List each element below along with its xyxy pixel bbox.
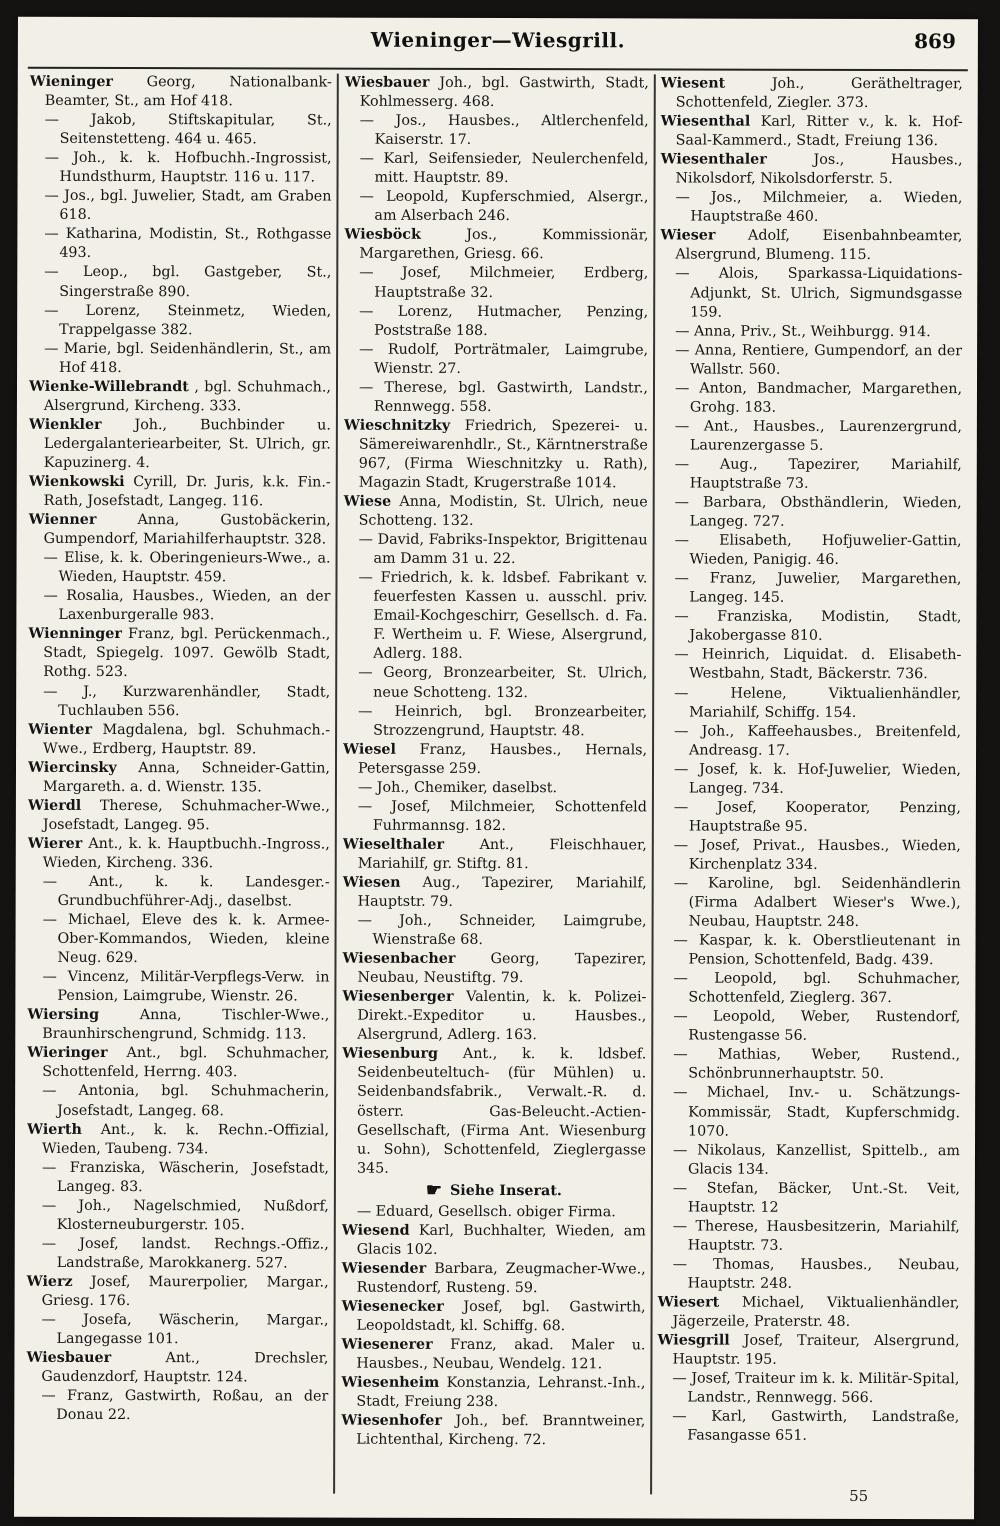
directory-page — [14, 17, 978, 1520]
entry-details: Karl, Ritter v., k. k. Hof-Saal-Kammerd., Stadt, Freiung 136. — [675, 113, 963, 150]
pointing-hand-icon: ☛ — [425, 1179, 443, 1201]
entry-details: — Georg, Bronzearbeiter, St. Ulrich, neue Schotteng. 132. — [358, 665, 648, 701]
entry-details: — Karoline, bgl. Seidenhändlerin (Firma Adalbert Wieser's Wwe.), Neubau, Hauptstr. 248. — [673, 875, 961, 931]
directory-entry — [659, 646, 961, 685]
entry-surname: Wiesend — [341, 1222, 410, 1239]
directory-entry — [658, 1084, 960, 1142]
entry-surname: Wiesent — [660, 75, 726, 92]
entry-details: Josef, Maurerpolier, Margar., Griesg. 176. — [41, 1273, 329, 1310]
entry-details: Jos., Hausbes., Nikolsdorf, Nikolsdorferstr. 5. — [675, 152, 963, 188]
entry-surname: Wiesenburg — [342, 1045, 439, 1063]
directory-entry — [344, 340, 648, 379]
entry-details: — Heinrich, Liquidat. d. Elisabeth-Westbahn, Stadt, Bäckerstr. 736. — [674, 646, 962, 683]
directory-entry — [660, 265, 962, 323]
directory-entry — [659, 836, 961, 875]
entry-surname: Wiese — [343, 493, 392, 510]
entry-surname: Wiesgrill — [657, 1332, 730, 1349]
entry-details: Joh., Buchbinder u. Ledergalanteriearbeiter, St. Ulrich, gr. Kapuzinerg. 4. — [43, 416, 331, 472]
entry-details: — Ant., Hausbes., Laurenzergrund, Laurenzergasse 5. — [674, 418, 962, 454]
entry-details: — Rudolf, Porträtmaler, Laimgrube, Wienstr. 27. — [359, 341, 649, 377]
entry-details: — Helene, Viktualienhändler, Mariahilf, Schiffg. 154. — [674, 684, 962, 721]
entry-surname: Wienter — [28, 721, 93, 738]
directory-entry — [26, 1349, 328, 1388]
entry-details: — Leopold, bgl. Schuhmacher, Schottenfeld, Zieglerg. 367. — [673, 970, 961, 1007]
directory-entry — [29, 511, 331, 550]
entry-details: — Leop., bgl. Gastgeber, St., Singerstraße 890. — [44, 264, 332, 300]
directory-entry — [28, 682, 330, 721]
directory-entry — [658, 1141, 960, 1180]
entry-details: — Josef, k. k. Hof-Juwelier, Wieden, Langeg. 734. — [673, 761, 962, 797]
entry-surname: Wiesenheim — [341, 1374, 440, 1392]
entry-details: — Vincenz, Militär-Verpflegs-Verw. in Pension, Laimgrube, Wienstr. 26. — [42, 969, 330, 1005]
column-rule — [650, 74, 655, 1494]
directory-entry — [344, 493, 648, 532]
directory-entry — [27, 1158, 329, 1197]
directory-entry — [30, 73, 332, 112]
directory-entry — [658, 932, 960, 971]
directory-entry — [28, 835, 330, 874]
directory-entry — [660, 379, 962, 418]
entry-details: — Michael, Inv.- u. Schätzungs-Kommissär, Stadt, Kupferschmidg. 1070. — [673, 1084, 961, 1140]
entry-surname: Wienke-Willebrandt — [28, 378, 189, 395]
entry-details: — Michael, Eleve des k. k. Armee-Ober-Kommandos, Wieden, kleine Neug. 629. — [42, 911, 330, 967]
entry-surname: Wiesbauer — [26, 1349, 112, 1367]
directory-entry — [27, 1044, 329, 1083]
entry-details: — Kaspar, k. k. Oberstlieutenant in Pension, Schottenfeld, Badg. 439. — [673, 932, 961, 969]
entry-surname: Wierz — [26, 1273, 73, 1290]
entry-surname: Wiesenthaler — [660, 151, 767, 168]
entry-surname: Wiesenerer — [341, 1336, 433, 1353]
directory-entry — [27, 1273, 329, 1312]
directory-entry — [342, 1202, 646, 1222]
entry-details: Aug., Tapezirer, Mariahilf, Hauptstr. 79. — [357, 874, 647, 910]
entry-details: — Therese, bgl. Gastwirth, Landstr., Rennwegg. 558. — [358, 379, 649, 415]
entry-details: — Thomas, Hausbes., Neubau, Hauptstr. 248. — [672, 1256, 960, 1292]
entry-details: Adolf, Eisenbahnbeamter, Alsergrund, Blumeng. 115. — [675, 228, 963, 264]
directory-entry — [29, 301, 331, 340]
entry-surname: Wiesen — [342, 874, 401, 891]
entry-details: Josef, Traiteur, Alsergrund, Hauptstr. 195. — [672, 1332, 960, 1368]
directory-entry — [659, 684, 961, 723]
entry-details: Georg, Nationalbank-Beamter, St., am Hof 418. — [44, 74, 332, 110]
entry-details: — Joh., Kaffeehausbes., Breitenfeld, Andreasg. 17. — [674, 723, 962, 759]
page-number: 869 — [914, 29, 956, 54]
directory-entry — [342, 1221, 646, 1260]
entry-details: Konstanzia, Lehranst.-Inh., Stadt, Freiung 238. — [356, 1375, 646, 1411]
entry-details: Therese, Schuhmacher-Wwe., Josefstadt, Langeg. 95. — [42, 797, 330, 834]
directory-entry — [344, 188, 648, 227]
entry-details: — Karl, Seifensieder, Neulerchenfeld, mitt. Hauptstr. 89. — [359, 150, 649, 187]
signature-mark: 55 — [849, 1486, 869, 1505]
entry-details: — Rosalia, Hausbes., Wieden, an der Laxenburgeralle 983. — [43, 588, 331, 624]
entry-details: — Josef, Privat., Hausbes., Wieden, Kirchenplatz 334. — [673, 837, 961, 873]
entry-details: Georg, Tapezirer, Neubau, Neustiftg. 79. — [357, 951, 647, 987]
directory-entry — [343, 778, 647, 798]
directory-entry — [345, 112, 649, 151]
directory-entry — [658, 1217, 960, 1256]
directory-entry — [344, 302, 648, 341]
header-rule — [28, 67, 968, 71]
directory-entry — [658, 1255, 960, 1294]
entry-surname: Wiesender — [341, 1260, 427, 1277]
entry-surname: Wiersing — [27, 1007, 100, 1024]
entry-details: — Marie, bgl. Seidenhändlerin, St., am Hof 418. — [44, 340, 332, 376]
entry-details: — Leopold, Kupferschmied, Alsergr., am Alserbach 246. — [359, 188, 649, 225]
directory-entry — [660, 322, 962, 342]
directory-entry — [343, 664, 647, 703]
insert-notice — [342, 1180, 646, 1201]
directory-entry — [660, 417, 962, 456]
entry-details: — Franz, Juwelier, Margarethen, Langeg. 145. — [674, 570, 962, 607]
entry-details: Anna, Gustobäckerin, Gumpendorf, Mariahilferhauptstr. 328. — [43, 512, 331, 548]
directory-entry — [27, 1006, 329, 1045]
directory-entry — [658, 970, 960, 1009]
directory-entry — [660, 189, 962, 228]
entry-surname: Wienkler — [28, 416, 102, 433]
entry-surname: Wierer — [27, 835, 83, 852]
directory-entry — [28, 797, 330, 836]
notice-text: Siehe Inserat. — [449, 1182, 562, 1199]
entry-surname: Wieselthaler — [342, 836, 445, 853]
entry-details: Josef, bgl. Gastwirth, Leopoldstadt, kl. Schiffg. 68. — [356, 1298, 646, 1335]
entry-details: Michael, Viktualienhändler, Jägerzeile, Praterstr. 48. — [672, 1294, 960, 1330]
directory-entry — [345, 74, 649, 113]
entry-surname: Wieschnitzky — [343, 417, 451, 434]
directory-entry — [342, 988, 646, 1046]
entry-details: — Mathias, Weber, Rustend., Schönbrunnerhauptstr. 50. — [673, 1046, 961, 1083]
entry-details: — J., Kurzwarenhändler, Stadt, Tuchlauben 556. — [43, 683, 331, 719]
entry-details: — Therese, Hausbesitzerin, Mariahilf, Hauptstr. 73. — [672, 1218, 960, 1254]
directory-entry — [657, 1370, 959, 1409]
directory-entry — [659, 760, 961, 799]
entry-details: Valentin, k. k. Polizei-Direkt.-Expeditor u. Hausbes., Alsergrund, Adlerg. 163. — [357, 989, 647, 1044]
directory-entry — [657, 1408, 959, 1447]
entry-details: — Karl, Gastwirth, Landstraße, Fasangasse 651. — [672, 1408, 960, 1445]
entry-details: , bgl. Schuhmach., Alsergrund, Kircheng. 333. — [43, 378, 332, 415]
directory-entry — [659, 874, 961, 932]
entry-surname: Wieninger — [29, 73, 114, 90]
entry-surname: Wiesenthal — [660, 113, 751, 130]
entry-details: — Elise, k. k. Oberingenieurs-Wwe., a. Wieden, Hauptstr. 459. — [43, 549, 331, 586]
entry-details: — Friedrich, k. k. ldsbef. Fabrikant v. feuerfesten Kassen u. ausschl. priv. Email-Kochgeschirr, Gesellsch. d. Fa. F. Wertheim u. F. Wiese, Alsergrund, Adlerg. 188. — [358, 569, 648, 663]
directory-entry — [660, 227, 962, 266]
entry-surname: Wienner — [28, 511, 97, 529]
entry-surname: Wienninger — [28, 626, 122, 643]
entry-details: Jos., Kommissionär, Margarethen, Griesg. 66. — [359, 227, 649, 263]
entry-details: — Franziska, Modistin, Stadt, Jakobergasse 810. — [674, 608, 962, 645]
directory-entry — [344, 416, 648, 493]
entry-details: — Josef, Traiteur im k. k. Militär-Spital, Landstr., Rennwegg. 566. — [672, 1370, 960, 1407]
directory-entry — [29, 339, 331, 378]
entry-details: Barbara, Zeugmacher-Wwe., Rustendorf, Rusteng. 59. — [356, 1260, 646, 1297]
directory-entry — [26, 1311, 328, 1350]
entry-surname: Wiesenberger — [342, 988, 454, 1006]
entry-details: Joh., Gerätheltrager, Schottenfeld, Ziegler. 373. — [675, 75, 963, 112]
entry-details: — Franz, Gastwirth, Roßau, an der Donau 22. — [41, 1388, 329, 1424]
directory-entry — [344, 531, 648, 570]
entry-details: — Alois, Sparkassa-Liquidations-Adjunkt, St. Ulrich, Sigmundsgasse 159. — [675, 265, 963, 321]
entry-details: — Jos., Hausbes., Altlerchenfeld, Kaiserstr. 17. — [359, 112, 649, 149]
entry-details: — Jos., Milchmeier, a. Wieden, Hauptstraße 460. — [675, 189, 963, 226]
entry-details: Ant., k. k. ldsbef. Seidenbeuteltuch- (für Mühlen) u. Seidenbandsfabrik., Verwalt.-R. d. österr. Gas-Beleucht.-Actien-Gesellschaft, (Firma Ant. Wiesenburg u. Sohn), Schottenfeld, Zieglergasse 345. — [356, 1046, 647, 1177]
directory-entry — [658, 1046, 960, 1085]
directory-entry — [341, 1374, 645, 1413]
directory-entry — [27, 1197, 329, 1236]
directory-entry — [343, 912, 647, 951]
entry-details: — Franziska, Wäscherin, Josefstadt, Langeg. 83. — [41, 1159, 329, 1195]
entry-surname: Wierdl — [27, 797, 82, 814]
directory-entry — [29, 378, 331, 417]
entry-details: Ant., k. k. Rechn.-Offizial, Wieden, Taubeng. 734. — [41, 1121, 330, 1157]
entry-details: — Joh., Schneider, Laimgrube, Wienstraße 68. — [357, 912, 647, 949]
entry-details: — Eduard, Gesellsch. obiger Firma. — [356, 1203, 616, 1221]
directory-entry — [343, 874, 647, 913]
directory-entry — [342, 1260, 646, 1299]
entry-details: — Heinrich, bgl. Bronzearbeiter, Strozzengrund, Hauptstr. 48. — [358, 703, 648, 739]
entry-surname: Wiesbauer — [344, 74, 430, 91]
entry-surname: Wieringer — [27, 1045, 108, 1062]
entry-details: — Jos., bgl. Juwelier, Stadt, am Graben 618. — [44, 188, 332, 224]
entry-details: — Anna, Rentiere, Gumpendorf, an der Wallstr. 560. — [675, 342, 963, 378]
entry-details: — Josef, Kooperator, Penzing, Hauptstraße 95. — [673, 799, 961, 835]
column-2 — [341, 74, 649, 1505]
entry-details: — Leopold, Weber, Rustendorf, Rustengasse 56. — [673, 1008, 961, 1045]
entry-details: — Ant., k. k. Landesger.-Grundbuchführer-Adj., daselbst. — [42, 873, 330, 910]
directory-entry — [658, 1293, 960, 1332]
entry-details: Joh., bef. Branntweiner, Lichtenthal, Kircheng. 72. — [356, 1413, 646, 1449]
entry-details: — Joh., Chemiker, daselbst. — [357, 779, 558, 796]
directory-entry — [28, 758, 330, 797]
directory-entry — [343, 702, 647, 741]
entry-surname: Wiesert — [657, 1294, 720, 1311]
entry-surname: Wiesel — [343, 741, 396, 758]
directory-entry — [659, 570, 961, 609]
entry-details: — Katharina, Modistin, St., Rothgasse 493. — [44, 226, 332, 262]
directory-entry — [27, 1120, 329, 1159]
entry-details: Cyrill, Dr. Juris, k.k. Fin.-Rath, Josefstadt, Langeg. 116. — [43, 474, 331, 510]
directory-entry — [29, 473, 331, 512]
entry-details: — Nikolaus, Kanzellist, Spittelb., am Glacis 134. — [672, 1142, 961, 1178]
directory-entry — [657, 1332, 959, 1371]
directory-entry — [341, 1412, 645, 1451]
directory-entry — [29, 225, 331, 264]
entry-details: — David, Fabriks-Inspektor, Brigittenau am Damm 31 u. 22. — [358, 531, 648, 568]
directory-entry — [30, 149, 332, 188]
entry-details: Ant., Drechsler, Gaudenzdorf, Hauptstr. 124. — [41, 1350, 329, 1386]
entry-details: — Anna, Priv., St., Weihburgg. 914. — [675, 323, 931, 340]
directory-entry — [29, 187, 331, 226]
entry-surname: Wierth — [27, 1121, 82, 1138]
entry-details: Joh., bgl. Gastwirth, Stadt, Kohlmesserg. 468. — [359, 74, 649, 111]
directory-entry — [27, 1235, 329, 1274]
directory-entry — [27, 968, 329, 1007]
entry-surname: Wiesenhofer — [341, 1412, 442, 1430]
directory-entry — [30, 111, 332, 150]
entry-details: — Antonia, bgl. Schuhmacherin, Josefstadt, Langeg. 68. — [42, 1083, 330, 1119]
entry-details: Friedrich, Spezerei- u. Sämereiwarenhdlr., St., Kärntnerstraße 967, (Firma Wieschnitzky u. Rath), Magazin Stadt, Krugerstraße 1014. — [358, 417, 648, 492]
directory-entry — [660, 493, 962, 532]
entry-details: — Josef, Milchmeier, Schottenfeld Fuhrmannsg. 182. — [357, 798, 647, 834]
directory-entry — [27, 911, 329, 969]
directory-entry — [29, 416, 331, 474]
directory-entry — [342, 1298, 646, 1337]
directory-entry — [28, 625, 330, 683]
entry-details: — Joh., Nagelschmied, Nußdorf, Klosterneuburgerstr. 105. — [41, 1197, 329, 1234]
directory-entry — [29, 263, 331, 302]
entry-details: — Barbara, Obsthändlerin, Wieden, Langeg. 727. — [674, 494, 962, 530]
directory-entry — [659, 722, 961, 761]
directory-entry — [344, 264, 648, 303]
directory-entry — [660, 532, 962, 571]
directory-entry — [342, 1045, 646, 1179]
entry-surname: Wiercinsky — [27, 759, 117, 776]
directory-entry — [661, 113, 963, 152]
entry-details: Ant., bgl. Schuhmacher, Schottenfeld, Herrng. 403. — [42, 1045, 330, 1081]
directory-entry — [27, 1082, 329, 1121]
directory-entry — [344, 226, 648, 265]
running-head: Wieninger—Wiesgrill. — [370, 27, 626, 53]
directory-entry — [28, 587, 330, 626]
directory-entry — [343, 835, 647, 874]
directory-entry — [658, 1179, 960, 1218]
entry-details: Karl, Buchhalter, Wieden, am Glacis 102. — [356, 1222, 646, 1258]
entry-surname: Wiesenecker — [341, 1298, 444, 1315]
entry-details: — Josefa, Wäscherin, Margar., Langegasse 101. — [41, 1311, 329, 1348]
entry-details: Franz, bgl. Perückenmach., Stadt, Spiegelg. 1097. Gewölb Stadt, Rothg. 523. — [43, 626, 331, 681]
directory-entry — [28, 549, 330, 588]
entry-surname: Wieser — [660, 227, 716, 244]
directory-entry — [28, 873, 330, 912]
directory-entry — [658, 1008, 960, 1047]
entry-details: Anna, Modistin, St. Ulrich, neue Schotteng. 132. — [358, 493, 648, 530]
column-1 — [26, 73, 332, 1504]
entry-details: — Anton, Bandmacher, Margarethen, Grohg. 183. — [674, 380, 963, 416]
entry-details: — Elisabeth, Hofjuwelier-Gattin, Wieden, Panigig. 46. — [674, 532, 962, 569]
directory-entry — [342, 950, 646, 989]
directory-entry — [343, 740, 647, 779]
entry-surname: Wiesenbacher — [342, 950, 456, 968]
entry-details: Franz, akad. Maler u. Hausbes., Neubau, Wendelg. 121. — [356, 1336, 646, 1373]
directory-entry — [660, 455, 962, 494]
entry-details: — Lorenz, Steinmetz, Wieden, Trappelgasse 382. — [44, 302, 332, 338]
directory-entry — [343, 797, 647, 836]
entry-details: — Joh., k. k. Hofbuchh.-Ingrossist, Hundsthurm, Hauptstr. 116 u. 117. — [44, 150, 332, 186]
entry-details: Magdalena, bgl. Schuhmach.-Wwe., Erdberg, Hauptstr. 89. — [43, 721, 331, 758]
entry-details: Ant., k. k. Hauptbuchh.-Ingross., Wieden, Kircheng. 336. — [42, 835, 330, 872]
directory-entry — [344, 378, 648, 417]
entry-details: Anna, Tischler-Wwe., Braunhirschengrund, Schmidg. 113. — [42, 1007, 330, 1043]
entry-surname: Wiesböck — [344, 226, 421, 244]
directory-entry — [28, 720, 330, 759]
entry-details: — Aug., Tapezirer, Mariahilf, Hauptstraße 73. — [674, 456, 962, 492]
directory-entry — [661, 151, 963, 190]
entry-details: — Jakob, Stiftskapitular, St., Seitenstetteng. 464 u. 465. — [44, 111, 332, 148]
directory-entry — [26, 1387, 328, 1426]
column-3 — [657, 74, 963, 1505]
page-header — [18, 27, 978, 64]
entry-details: — Lorenz, Hutmacher, Penzing, Poststraße 188. — [359, 303, 649, 339]
directory-entry — [341, 1336, 645, 1375]
directory-entry — [345, 150, 649, 189]
entry-details: Ant., Fleischhauer, Mariahilf, gr. Stiftg. 81. — [357, 836, 647, 873]
entry-details: — Josef, landst. Rechngs.-Offiz., Landstraße, Marokkanerg. 527. — [41, 1235, 329, 1272]
entry-details: — Josef, Milchmeier, Erdberg, Hauptstraße 32. — [359, 265, 649, 301]
directory-entry — [661, 74, 963, 113]
entry-details: Anna, Schneider-Gattin, Margareth. a. d. Wienstr. 135. — [42, 759, 331, 796]
directory-entry — [659, 608, 961, 647]
directory-entry — [659, 798, 961, 837]
entry-details: — Stefan, Bäcker, Unt.-St. Veit, Hauptstr. 12 — [672, 1180, 960, 1216]
entry-surname: Wienkowski — [28, 473, 125, 491]
directory-entry — [660, 341, 962, 380]
directory-entry — [343, 569, 647, 665]
entry-details: Franz, Hausbes., Hernals, Petersgasse 259. — [357, 741, 648, 777]
column-rule — [333, 74, 338, 1494]
